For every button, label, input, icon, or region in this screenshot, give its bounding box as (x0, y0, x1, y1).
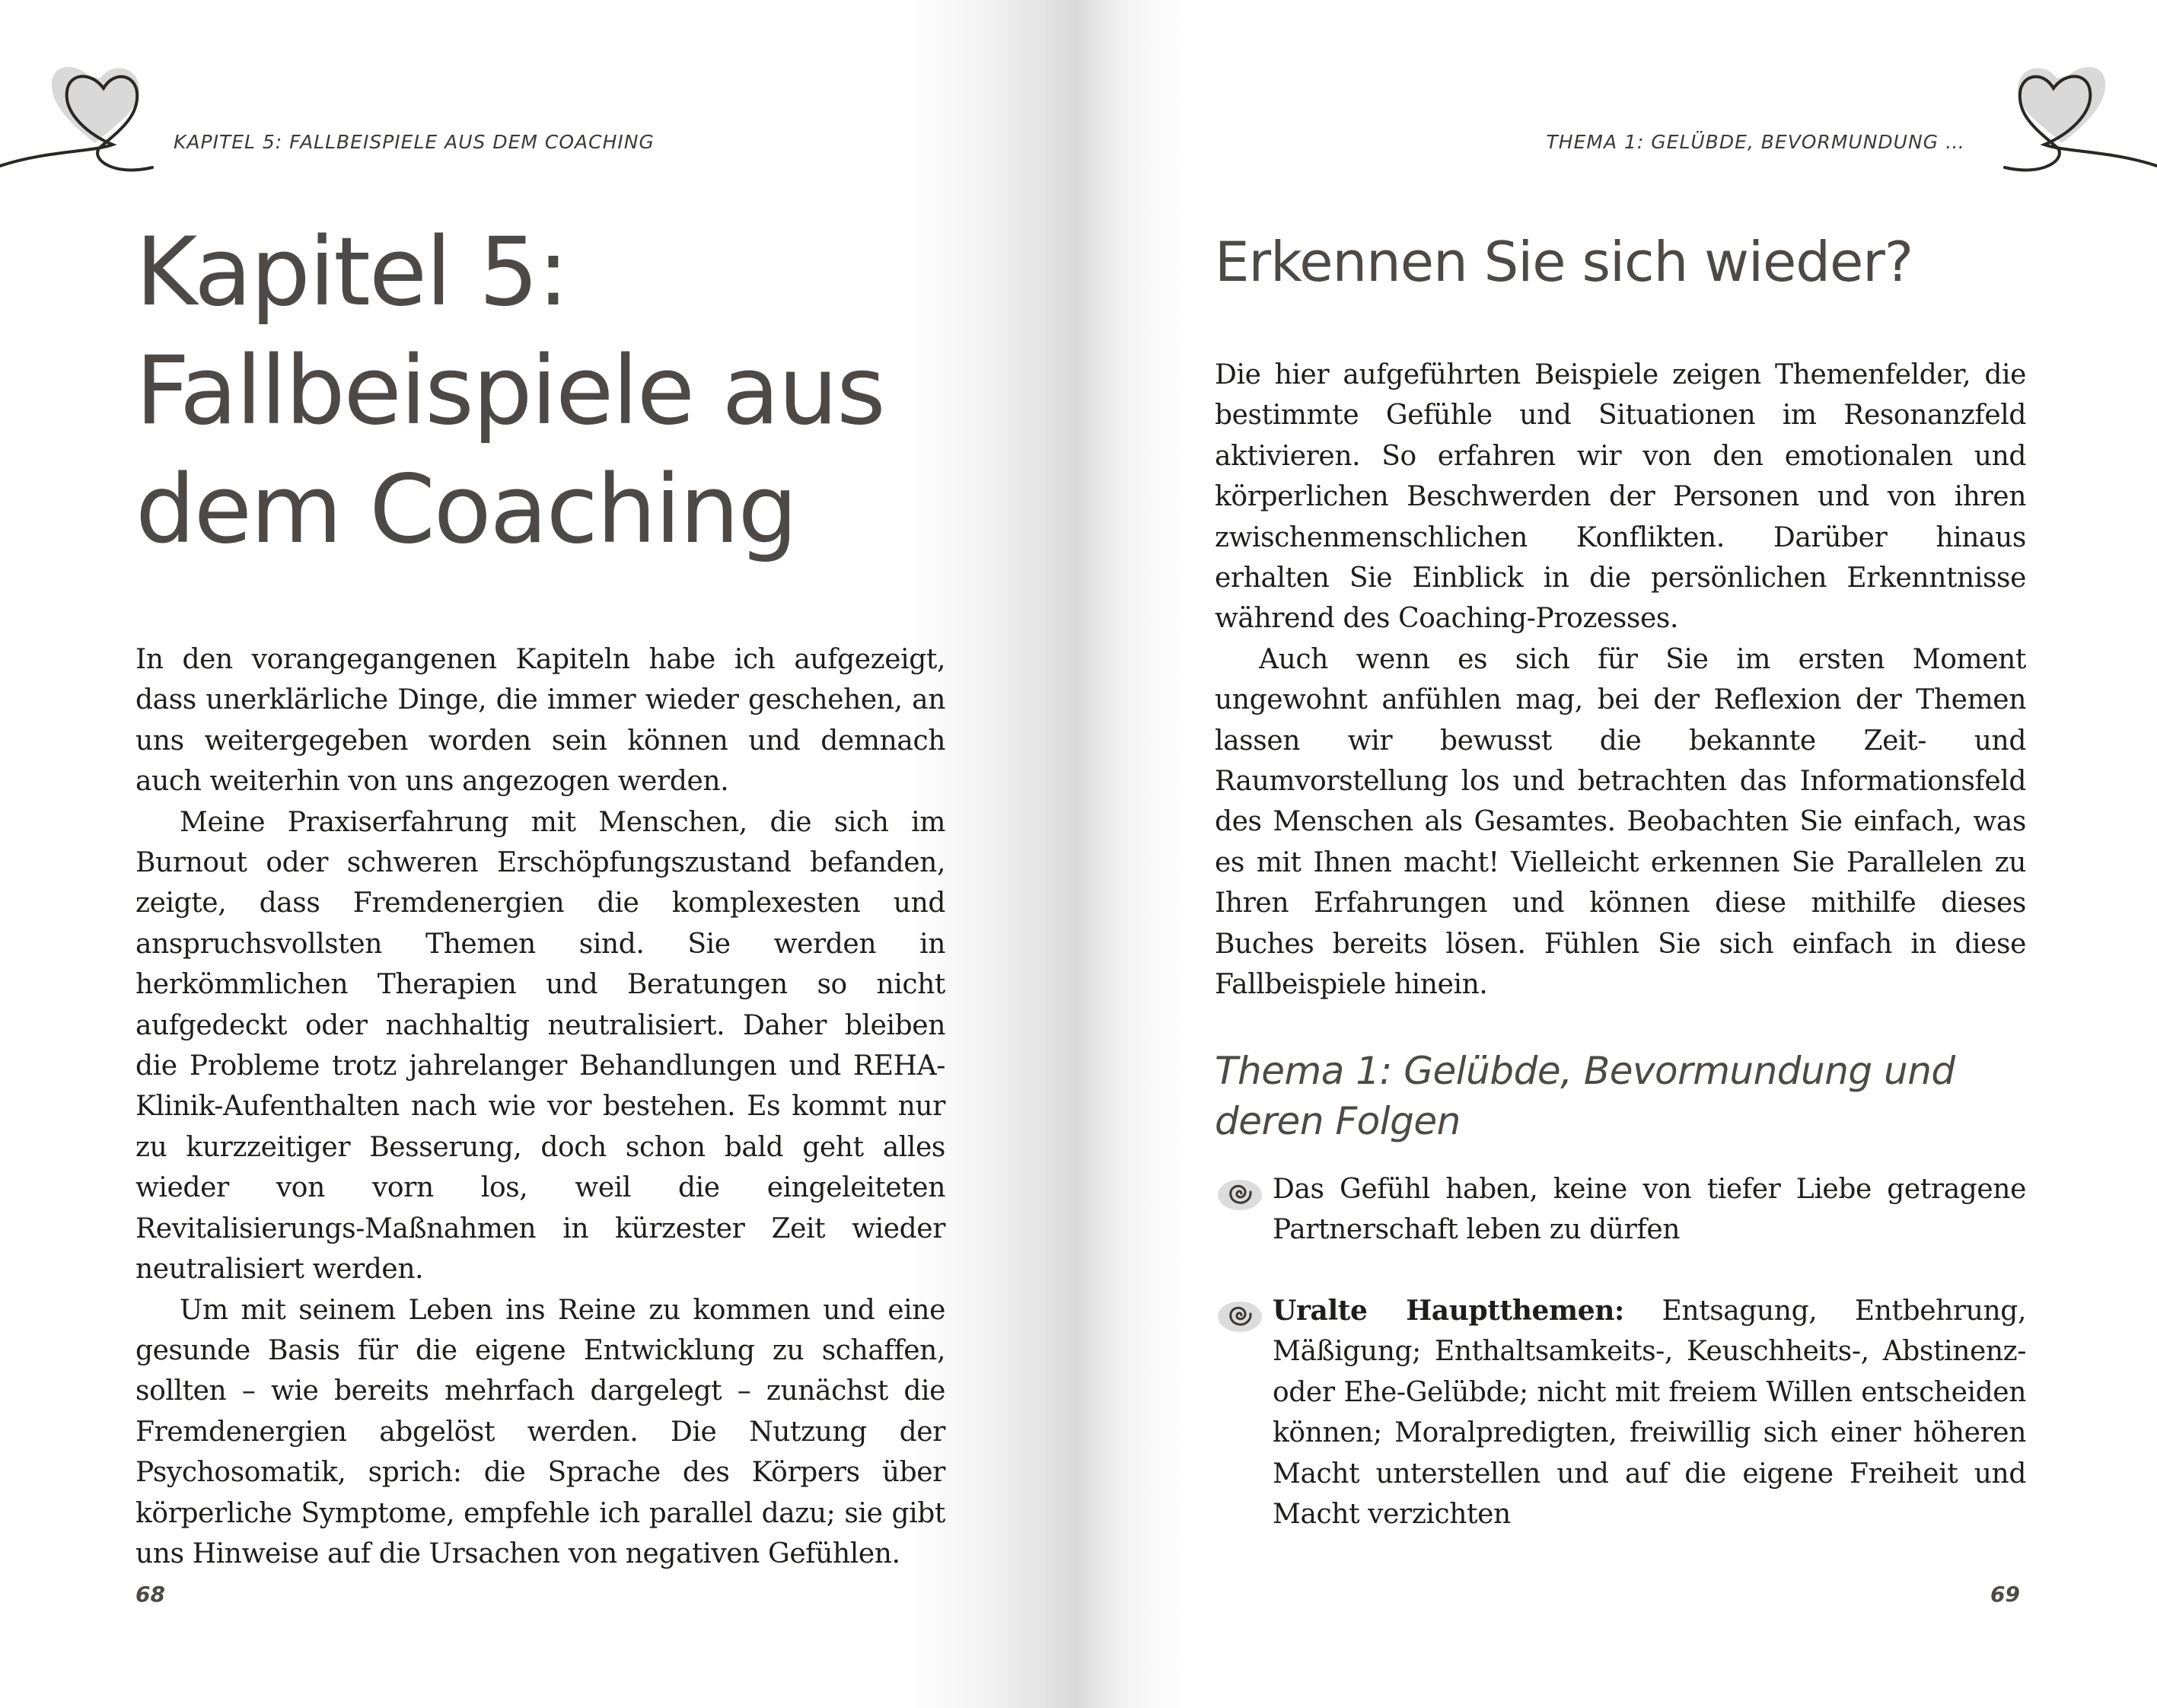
body-paragraph: Um mit seinem Leben ins Reine zu kommen und eine gesunde Basis für die eigene Entwicklung zu schaffen, sollten – wie bereits mehrfach dargelegt – zunächst die Fremdenergien abgelöst werden. Die Nutzung der Psychosomatik, sprich: die Sprache des Körpers über körperliche Symptome, empfehle ich parallel dazu; sie gibt uns Hinweise auf die Ursachen von negativen Gefühlen. (135, 1294, 945, 1569)
list-item-body: Entsagung, Entbehrung, Mäßigung; Enthaltsamkeits-, Keuschheits-, Abstinenz- oder Ehe-Gelübde; nicht mit freiem Willen entscheiden können; Moralpredigten, freiwillig sich einer höheren Macht unterstellen und auf die eigene Freiheit und Macht verzichten (1273, 1295, 2026, 1531)
list-item-text: Das Gefühl haben, keine von tiefer Liebe getragene Partnerschaft leben zu dürfen (1273, 1174, 2026, 1246)
section-heading: Erkennen Sie sich wieder? (1215, 230, 1913, 294)
heart-ornament-icon (0, 53, 213, 183)
chapter-title (135, 213, 973, 569)
theme-heading-line: deren Folgen (1215, 1099, 1461, 1143)
chapter-title-line: Kapitel 5: (135, 218, 568, 327)
list-item (1215, 1291, 2026, 1534)
spiral-bullet-icon (1216, 1175, 1263, 1212)
list-item-label: Uralte Hauptthemen: (1273, 1295, 1624, 1327)
running-head-right: THEMA 1: GELÜBDE, BEVORMUNDUNG … (1546, 131, 1965, 153)
theme-heading-line: Thema 1: Gelübde, Bevormundung und (1215, 1049, 1955, 1093)
page-number-right: 69 (1990, 1582, 2020, 1607)
right-body-text (1215, 355, 2026, 1005)
chapter-title-line: dem Coaching (135, 455, 797, 565)
spiral-bullet-icon (1216, 1297, 1263, 1334)
body-paragraph: Die hier aufgeführten Beispiele zeigen Themenfelder, die bestimmte Gefühle und Situationen im Resonanzfeld aktivieren. So erfahren wir von den emotionalen und körperlichen Beschwerden der Personen und von ihren zwischenmenschlichen Konflikten. Darüber hinaus erhalten Sie Einblick in die persönlichen Erkenntnisse während des Coaching-Prozesses. (1215, 359, 2026, 635)
list-item-text (1215, 1291, 2026, 1534)
left-page (0, 0, 1078, 1708)
left-body-text (135, 639, 945, 1574)
page-number-left: 68 (135, 1582, 165, 1607)
heart-ornament-icon (1944, 53, 2157, 183)
chapter-title-line: Fallbeispiele aus (135, 336, 884, 446)
list-item (1215, 1169, 2026, 1251)
running-head-left: KAPITEL 5: FALLBEISPIELE AUS DEM COACHING (174, 131, 655, 153)
body-paragraph: In den vorangegangenen Kapiteln habe ich aufgezeigt, dass unerklärliche Dinge, die immer wieder geschehen, an uns weitergegeben worden sein können und demnach auch weiterhin von uns angezogen werden. (135, 644, 945, 798)
theme-heading (1215, 1046, 2037, 1146)
body-paragraph: Auch wenn es sich für Sie im ersten Moment ungewohnt anfühlen mag, bei der Reflexion der Themen lassen wir bewusst die bekannte Zeit- und Raumvorstellung los und betrachten das Informationsfeld des Menschen als Gesamtes. Beobachten Sie einfach, was es mit Ihnen macht! Vielleicht erkennen Sie Parallelen zu Ihren Erfahrungen und können diese mithilfe dieses Buches bereits lösen. Fühlen Sie sich einfach in diese Fallbeispiele hinein. (1215, 643, 2026, 1001)
body-paragraph: Meine Praxiserfahrung mit Menschen, die sich im Burnout oder schweren Erschöpfungszustand befanden, zeigte, dass Fremdenergien die komplexesten und anspruchsvollsten Themen sind. Sie werden in herkömmlichen Therapien und Beratungen so nicht aufgedeckt oder nachhaltig neutralisiert. Daher bleiben die Probleme trotz jahrelanger Behandlungen und REHA-Klinik-Aufenthalten nach wie vor bestehen. Es kommt nur zu kurzzeitiger Besserung, doch schon bald geht alles wieder von vorn los, weil die eingeleiteten Revitalisierungs-Maßnahmen in kürzester Zeit wieder neutralisiert werden. (135, 806, 945, 1286)
